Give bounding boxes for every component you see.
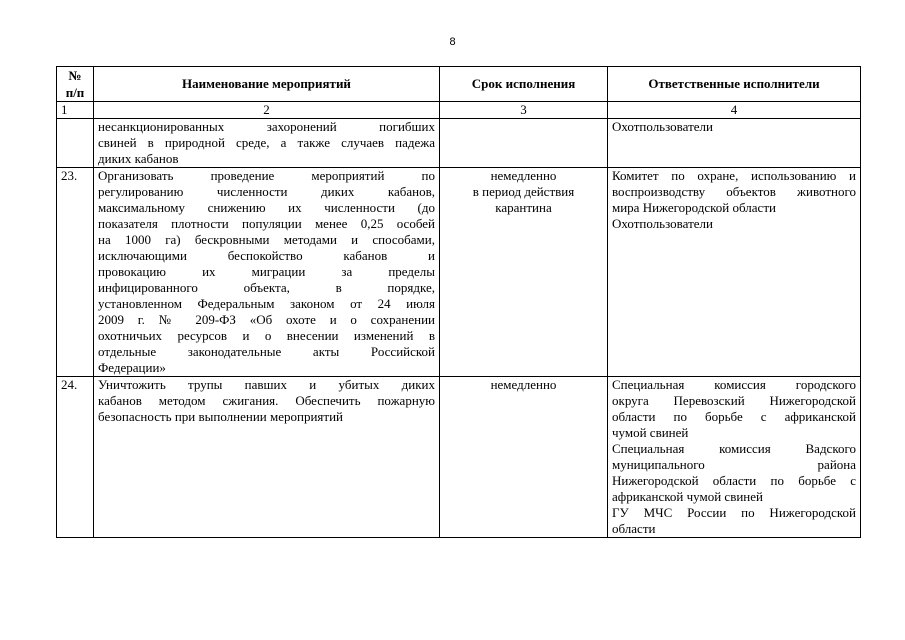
responsible-cell-line: африканской чумой свиней	[612, 489, 763, 504]
term-cell-line: в период действия	[472, 184, 575, 199]
term-cell-line: карантина	[495, 200, 552, 215]
measure-name-cell-line: показателя плотности популяции менее 0,25 особей	[98, 216, 435, 231]
measure-name-cell	[94, 377, 440, 538]
measure-name-cell-line: Организовать проведение мероприятий по	[98, 168, 435, 183]
term-cell	[440, 168, 608, 377]
column-number-1: 1	[57, 102, 94, 119]
responsible-cell-line: мира Нижегородской области	[612, 200, 776, 215]
measure-name-cell-line: инфицированного объекта, в порядке,	[98, 280, 435, 295]
row-number: 24.	[57, 377, 94, 538]
column-number-2: 2	[94, 102, 440, 119]
term-cell	[440, 119, 608, 168]
measure-name-cell-line: максимальному снижению их численности (до	[98, 200, 435, 215]
measure-name-cell-line: установленном Федеральным законом от 24 июля	[98, 296, 435, 311]
measure-name-cell-line: провокацию их миграции за пределы	[98, 264, 435, 279]
header-number	[57, 67, 94, 102]
header-row	[57, 67, 861, 102]
responsible-cell-line: ГУ МЧС России по Нижегородской	[612, 505, 856, 520]
column-number-3: 3	[440, 102, 608, 119]
table-row	[57, 119, 861, 168]
measure-name-cell-line: на 1000 га) бескровными методами и способами,	[98, 232, 435, 247]
table-row	[57, 377, 861, 538]
measure-name-cell-line: свиней в природной среде, а также случаев падежа	[98, 135, 435, 150]
term-cell-line: немедленно	[490, 377, 557, 392]
column-number-4: 4	[608, 102, 861, 119]
term-cell-line: немедленно	[490, 168, 557, 183]
measure-name-cell-line: безопасность при выполнении мероприятий	[98, 409, 343, 424]
table-row	[57, 168, 861, 377]
measure-name-cell-line: исключающими беспокойство кабанов и	[98, 248, 435, 263]
measure-name-cell-line: кабанов методом сжигания. Обеспечить пожарную	[98, 393, 435, 408]
responsible-cell-line: чумой свиней	[612, 425, 689, 440]
header-number-line1: №	[68, 68, 82, 83]
responsible-cell	[608, 168, 861, 377]
table-body	[57, 119, 861, 538]
page-number: 8	[449, 36, 456, 48]
measures-table	[56, 66, 861, 538]
responsible-cell-line: Специальная комиссия Вадского	[612, 441, 856, 456]
header-responsible: Ответственные исполнители	[608, 67, 861, 102]
responsible-cell-line: муниципального района	[612, 457, 856, 472]
measure-name-cell-line: отдельные законодательные акты Российской	[98, 344, 435, 359]
row-number	[57, 119, 94, 168]
responsible-cell	[608, 377, 861, 538]
responsible-cell-line: Специальная комиссия городского	[612, 377, 856, 392]
responsible-cell-line: Нижегородской области по борьбе с	[612, 473, 856, 488]
responsible-cell-line: воспроизводству объектов животного	[612, 184, 856, 199]
responsible-cell-line: Комитет по охране, использованию и	[612, 168, 856, 183]
measure-name-cell	[94, 168, 440, 377]
measure-name-cell-line: Уничтожить трупы павших и убитых диких	[98, 377, 435, 392]
responsible-cell-line: Охотпользователи	[612, 216, 713, 231]
measure-name-cell-line: диких кабанов	[98, 151, 179, 166]
header-number-line2: п/п	[65, 85, 85, 100]
measure-name-cell-line: регулированию численности диких кабанов,	[98, 184, 435, 199]
measure-name-cell-line: охотничьих ресурсов и о внесении изменений в	[98, 328, 435, 343]
measure-name-cell	[94, 119, 440, 168]
responsible-cell-line: округа Перевозский Нижегородской	[612, 393, 856, 408]
measure-name-cell-line: несанкционированных захоронений погибших	[98, 119, 435, 134]
column-numbers-row	[57, 102, 861, 119]
header-term: Срок исполнения	[440, 67, 608, 102]
responsible-cell-line: Охотпользователи	[612, 119, 713, 134]
measure-name-cell-line: 2009 г. № 209-ФЗ «Об охоте и о сохранении	[98, 312, 435, 327]
measure-name-cell-line: Федерации»	[98, 360, 166, 375]
header-name: Наименование мероприятий	[94, 67, 440, 102]
row-number: 23.	[57, 168, 94, 377]
term-cell	[440, 377, 608, 538]
responsible-cell	[608, 119, 861, 168]
responsible-cell-line: области	[612, 521, 656, 536]
responsible-cell-line: области по борьбе с африканской	[612, 409, 856, 424]
